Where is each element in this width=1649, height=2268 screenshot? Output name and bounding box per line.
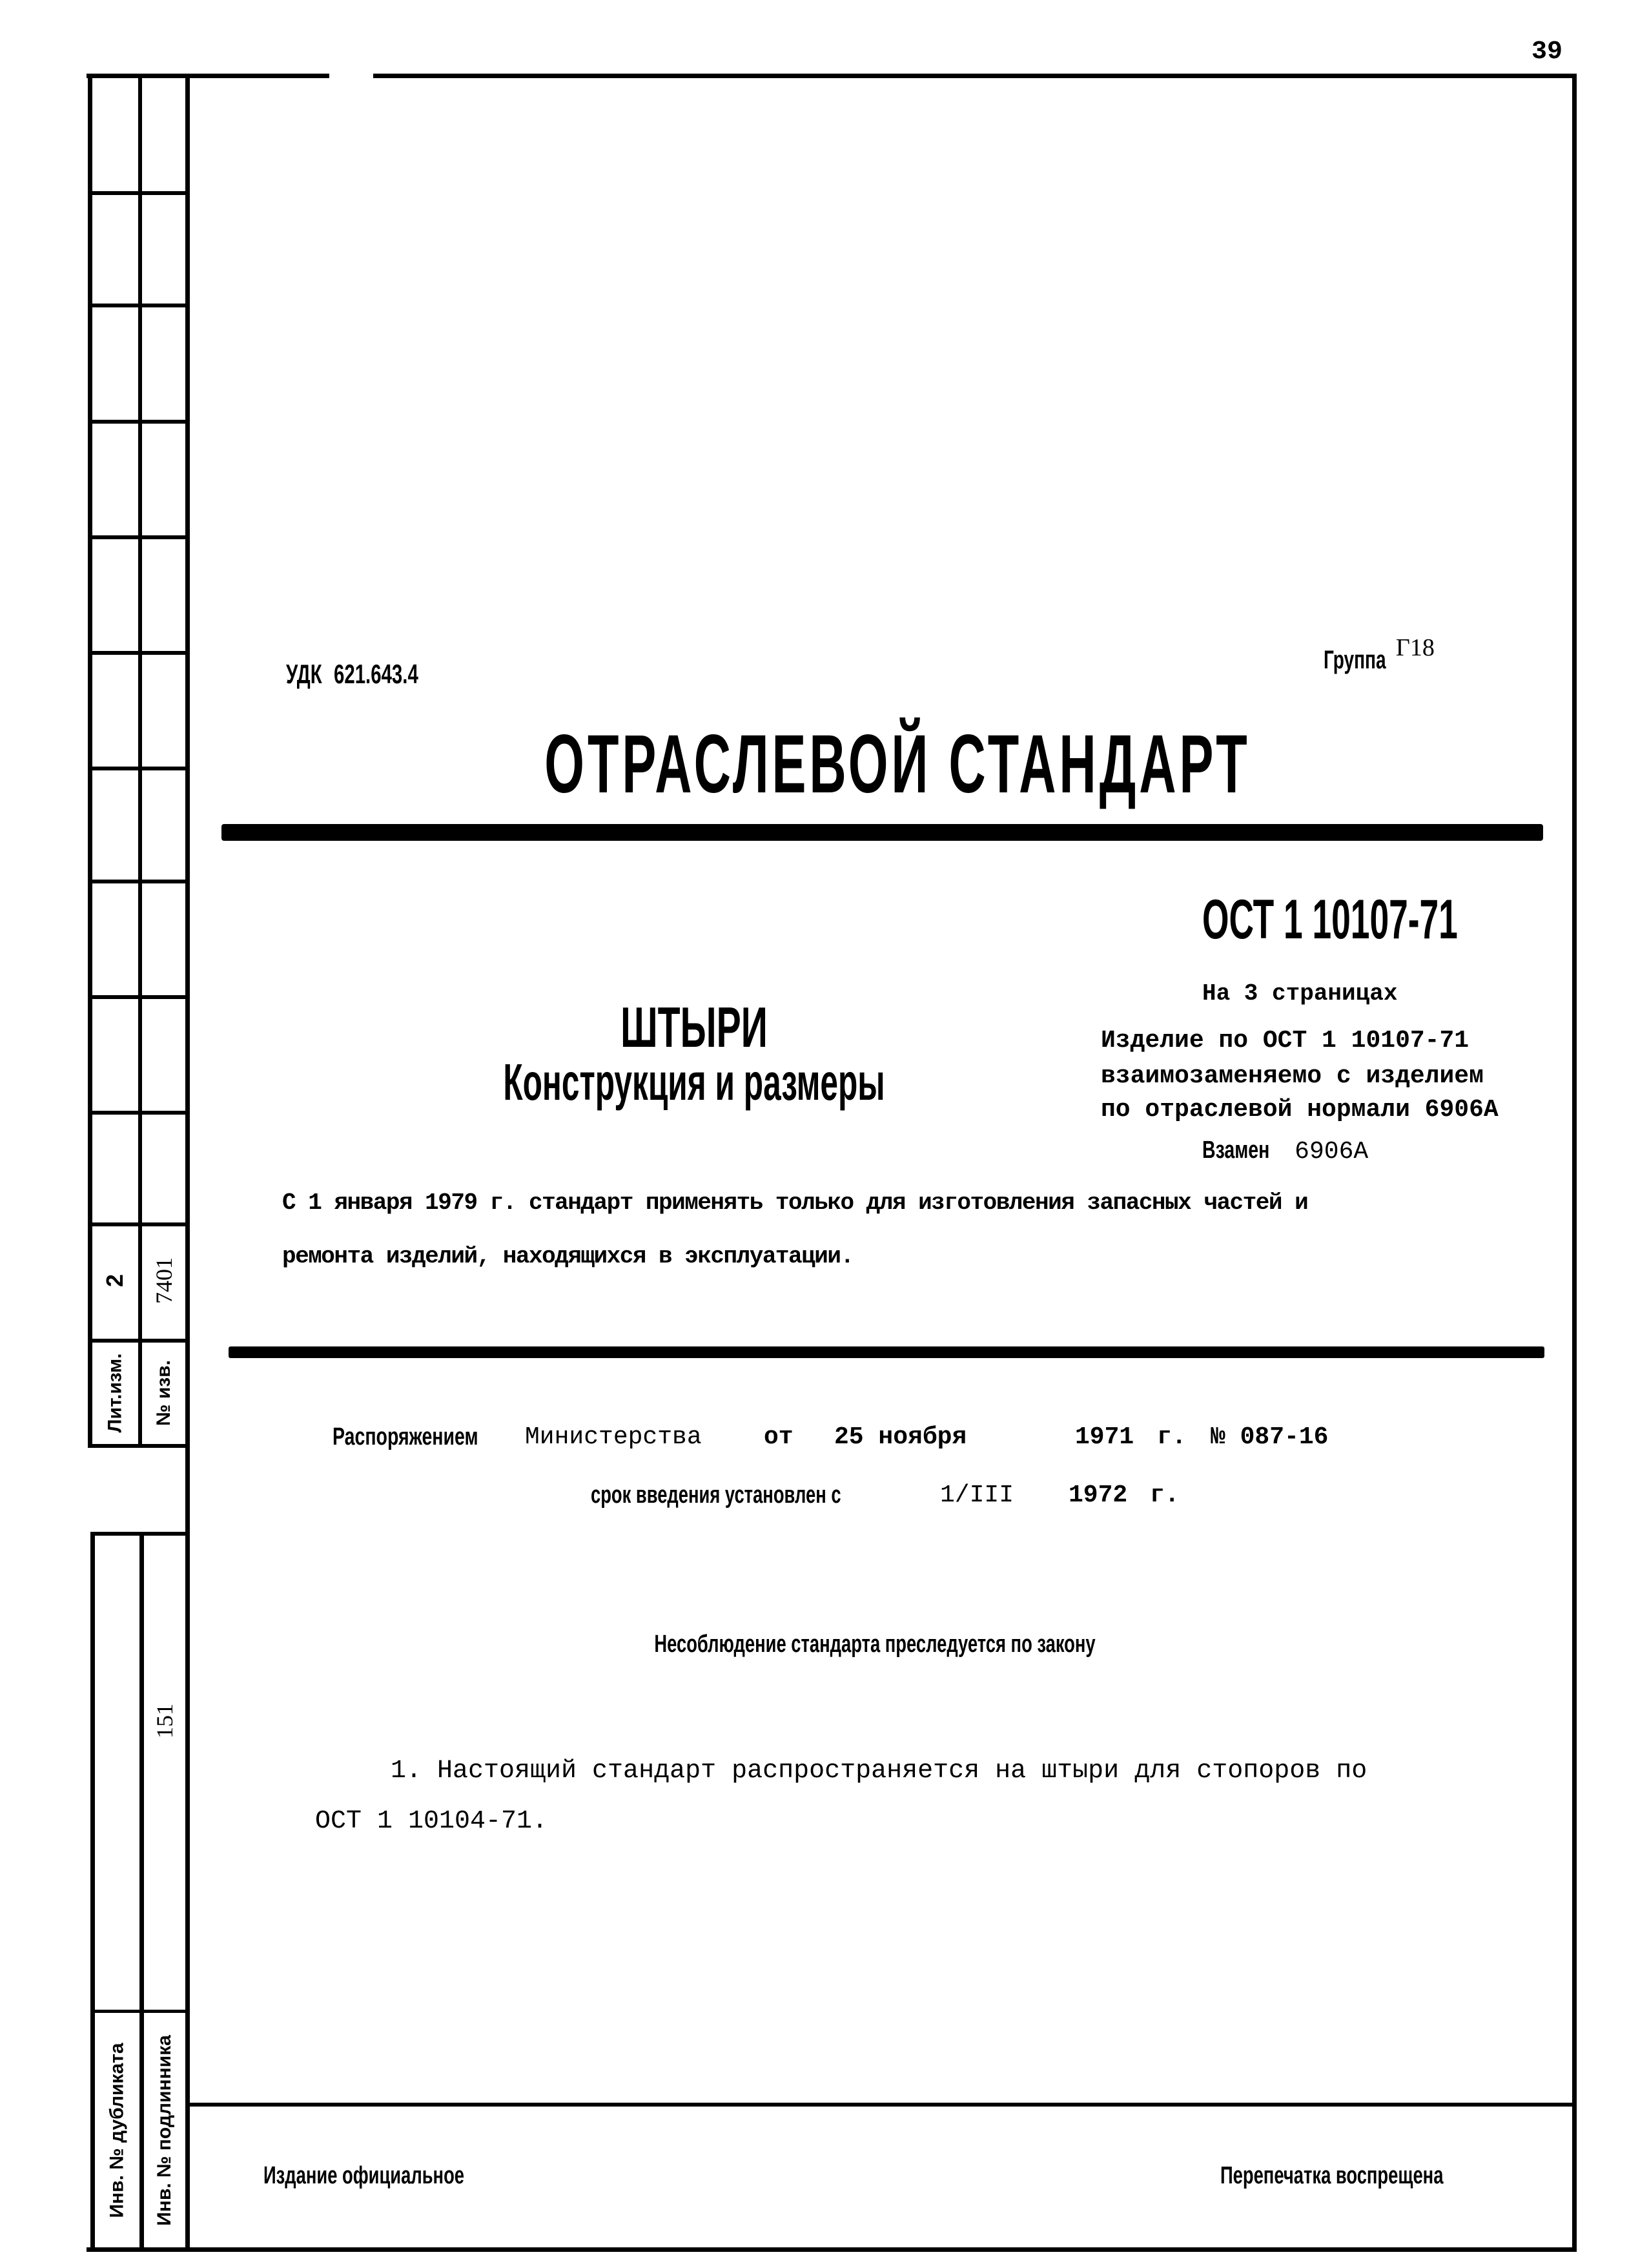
effective-year: 1972 <box>1069 1481 1128 1509</box>
page-number: 39 <box>1531 37 1563 67</box>
notice-line-2: ремонта изделий, находящихся в эксплуатации. <box>282 1243 854 1270</box>
strip-low-col-1 <box>90 1534 95 2251</box>
group-value: Г18 <box>1395 634 1435 661</box>
interchange-line-2: взаимозаменяемо с изделием <box>1101 1062 1484 1090</box>
pages-note: На 3 страницах <box>1202 980 1398 1007</box>
replaces: Взамен 6906А <box>1202 1137 1369 1166</box>
strip-col-1 <box>88 74 92 1447</box>
strip-low-col-2 <box>139 1534 144 2251</box>
frame-inner-left <box>185 74 190 2251</box>
subject-title: ШТЫРИ <box>620 995 768 1059</box>
footer-left: Издание официальное <box>263 2162 464 2189</box>
interchange-line-1: Изделие по ОСТ 1 10107-71 <box>1101 1027 1470 1055</box>
clause-1-line-1: 1. Настоящий стандарт распространяется на штыри для стопоров по <box>391 1757 1367 1786</box>
strip-row-line <box>88 535 190 539</box>
order-date: 25 ноября <box>834 1423 967 1451</box>
footer-divider <box>185 2103 1577 2107</box>
strip-low-top <box>90 1532 190 1536</box>
order-by: Министерства <box>525 1423 702 1451</box>
effective-year-suffix: г. <box>1150 1481 1180 1509</box>
izv-label: № изв. <box>152 1359 174 1426</box>
strip-row-line <box>88 1111 190 1115</box>
udk-label: УДК <box>286 659 322 689</box>
order-year: 1971 <box>1075 1423 1134 1451</box>
strip-row-line <box>88 191 190 195</box>
notice-line-1: С 1 января 1979 г. стандарт применять только для изготовления запасных частей и <box>282 1190 1308 1216</box>
order-number: № 087-16 <box>1211 1423 1329 1451</box>
frame-bottom <box>87 2247 1577 2252</box>
clause-1-line-2: ОСТ 1 10104-71. <box>315 1807 548 1836</box>
warning: Несоблюдение стандарта преследуется по закону <box>654 1631 1096 1658</box>
order-year-suffix: г. <box>1157 1423 1187 1451</box>
group-label: Группа <box>1324 646 1386 674</box>
lit-izm-value: 2 <box>101 1273 128 1288</box>
footer-right: Перепечатка воспрещена <box>1220 2162 1444 2189</box>
udk <box>286 659 454 690</box>
strip-row-line <box>88 880 190 883</box>
order-label: Распоряжением <box>333 1423 478 1450</box>
document-type-title: ОТРАСЛЕВОЙ СТАНДАРТ <box>544 718 1251 810</box>
order-from: от <box>764 1423 794 1451</box>
orig-label: Инв. № подлинника <box>154 2034 176 2226</box>
strip-row-line <box>88 767 190 770</box>
strip-row-line <box>88 651 190 655</box>
effective-date: 1/III <box>940 1481 1014 1509</box>
izv-value: 7401 <box>150 1257 177 1304</box>
strip-row-line <box>88 995 190 999</box>
dup-label: Инв. № дубликата <box>106 2042 128 2218</box>
frame-top <box>373 74 1577 78</box>
interchange-line-3: по отраслевой нормали 6906А <box>1101 1096 1499 1124</box>
frame-right <box>1572 74 1577 2251</box>
group <box>1324 634 1435 675</box>
standard-number: ОСТ 1 10107-71 <box>1202 889 1458 951</box>
subject-subtitle: Конструкция и размеры <box>503 1053 885 1111</box>
notice-rule <box>229 1346 1544 1358</box>
frame-top-left <box>87 74 329 78</box>
udk-value: 621.643.4 <box>333 659 418 689</box>
effective-label: срок введения установлен с <box>591 1481 841 1509</box>
title-rule <box>221 824 1543 841</box>
strip-row-line <box>88 420 190 424</box>
inv-value: 151 <box>152 1704 178 1738</box>
lit-izm-label: Лит.изм. <box>104 1352 126 1433</box>
strip-row-line <box>88 304 190 307</box>
